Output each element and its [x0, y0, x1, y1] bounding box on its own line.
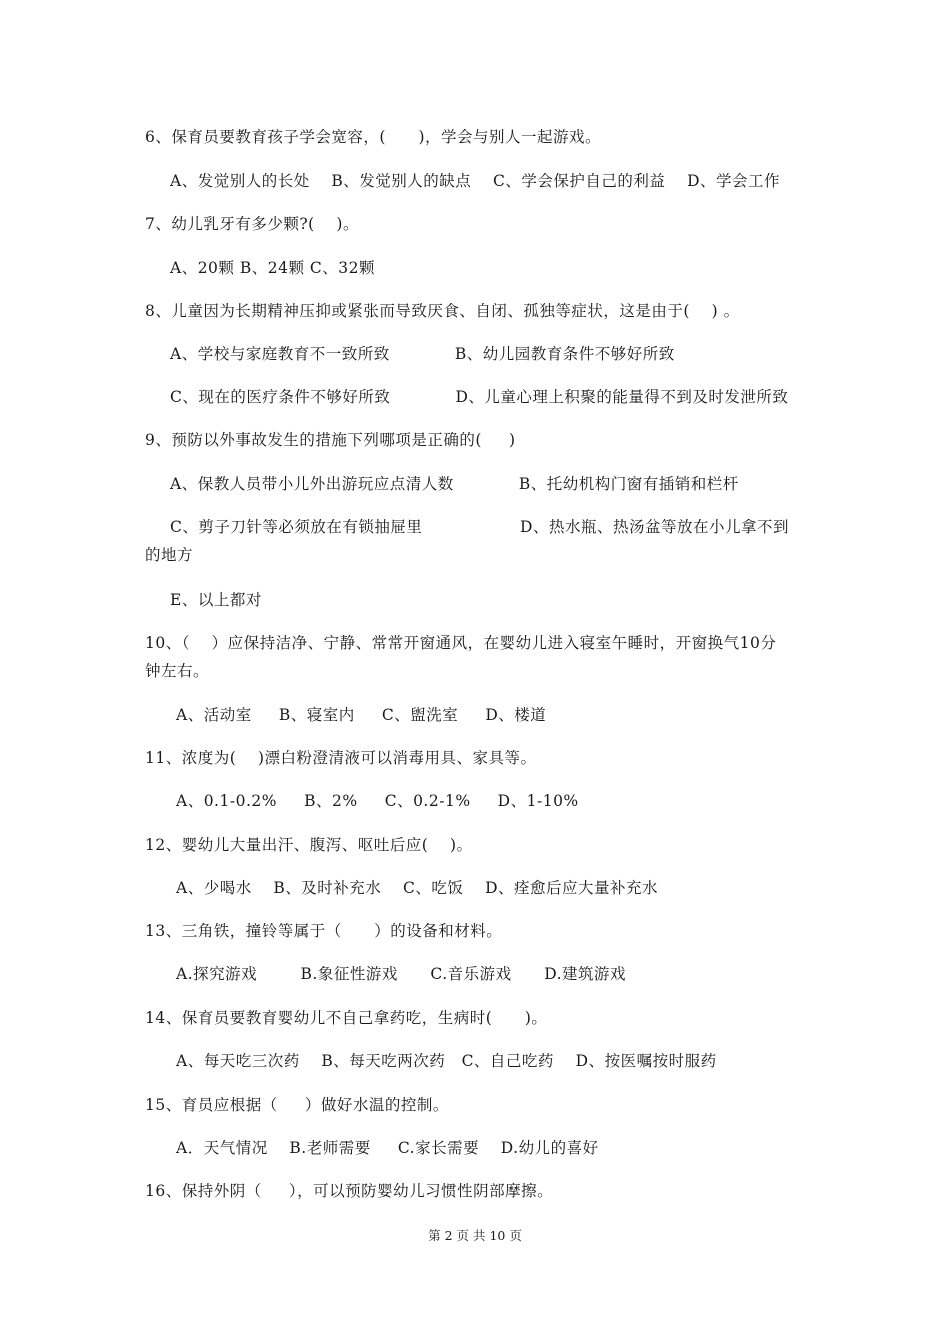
question-8-options-cd: C、现在的医疗条件不够好所致 D、儿童心理上积聚的能量得不到及时发泄所致 — [170, 388, 789, 406]
question-9-options-cd: C、剪子刀针等必须放在有锁抽屉里 D、热水瓶、热汤盆等放在小儿拿不到 — [170, 518, 789, 536]
page-number-footer: 第 2 页 共 10 页 — [428, 1228, 522, 1243]
question-8-stem: 8、儿童因为长期精神压抑或紧张而导致厌食、自闭、孤独等症状，这是由于( ) 。 — [145, 302, 740, 320]
question-12-stem: 12、婴幼儿大量出汗、腹泻、呕吐后应( )。 — [145, 836, 473, 854]
question-14-stem: 14、保育员要教育婴幼儿不自己拿药吃，生病时( )。 — [145, 1009, 548, 1027]
question-7-options: A、20颗 B、24颗 C、32颗 — [170, 259, 375, 277]
question-9-options-cd-cont: 的地方 — [145, 546, 194, 564]
question-10-stem: 10、（ ）应保持洁净、宁静、常常开窗通风，在婴幼儿进入寝室午睡时，开窗换气10分 — [145, 634, 777, 652]
question-8-options-ab: A、学校与家庭教育不一致所致 B、幼儿园教育条件不够好所致 — [170, 345, 675, 363]
question-16-stem: 16、保持外阴（ ），可以预防婴幼儿习惯性阴部摩擦。 — [145, 1182, 554, 1200]
question-12-options: A、少喝水 B、及时补充水 C、吃饭 D、痊愈后应大量补充水 — [176, 879, 658, 897]
question-15-options: A．天气情况 B.老师需要 C.家长需要 D.幼儿的喜好 — [176, 1139, 599, 1157]
question-15-stem: 15、育员应根据（ ）做好水温的控制。 — [145, 1096, 449, 1114]
question-7-stem: 7、幼儿乳牙有多少颗?( )。 — [145, 215, 359, 233]
question-10-stem-cont: 钟左右。 — [145, 662, 210, 680]
question-13-options: A.探究游戏 B.象征性游戏 C.音乐游戏 D.建筑游戏 — [176, 965, 627, 983]
question-6-options: A、发觉别人的长处 B、发觉别人的缺点 C、学会保护自己的利益 D、学会工作 — [170, 172, 780, 190]
question-11-options: A、0.1-0.2% B、2% C、0.2-1% D、1-10% — [176, 792, 579, 810]
question-9-stem: 9、预防以外事故发生的措施下列哪项是正确的( ) — [145, 431, 516, 449]
question-13-stem: 13、三角铁，撞铃等属于（ ）的设备和材料。 — [145, 922, 503, 940]
question-6-stem: 6、保育员要教育孩子学会宽容，( )，学会与别人一起游戏。 — [145, 128, 602, 146]
question-9-options-ab: A、保教人员带小儿外出游玩应点清人数 B、托幼机构门窗有插销和栏杆 — [170, 475, 739, 493]
question-11-stem: 11、浓度为( )漂白粉澄清液可以消毒用具、家具等。 — [145, 749, 537, 767]
question-9-option-e: E、以上都对 — [170, 591, 262, 609]
question-10-options: A、活动室 B、寝室内 C、盥洗室 D、楼道 — [176, 706, 547, 724]
question-14-options: A、每天吃三次药 B、每天吃两次药 C、自己吃药 D、按医嘱按时服药 — [176, 1052, 717, 1070]
